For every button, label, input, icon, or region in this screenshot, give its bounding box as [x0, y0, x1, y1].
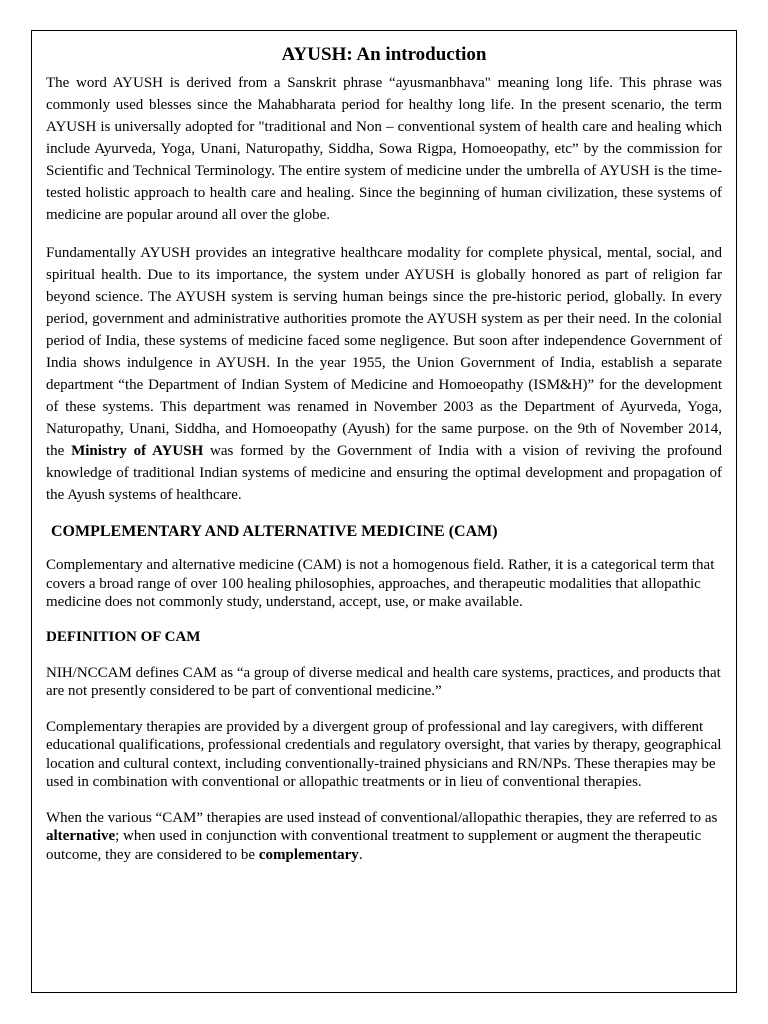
document-content: [46, 42, 722, 864]
para2-text-after: was formed by the Government of India with a vision of reviving the profound knowledge of traditional Indian systems of medicine and ensuring the optimal development and propagation of the Ayush systems of healthcare.: [46, 443, 723, 503]
definition-paragraph-2: Complementary therapies are provided by a divergent group of professional and lay caregivers, with different educational qualifications, professional credentials and regulatory oversight, that varies by therapy, geographical location and cultural context, including conventionally-trained physicians and RN/NPs. These therapies may be used in combination with conventional or allopathic treatments or in lieu of conventional therapies.: [46, 718, 722, 790]
page-title: AYUSH: An introduction: [281, 44, 487, 65]
ministry-bold-text: Ministry of AYUSH: [71, 443, 204, 459]
cam-heading: COMPLEMENTARY AND ALTERNATIVE MEDICINE (CAM): [51, 523, 498, 540]
complementary-bold-text: complementary: [258, 846, 359, 863]
cam-paragraph: Complementary and alternative medicine (CAM) is not a homogenous field. Rather, it is a categorical term that covers a broad range of over 100 healing philosophies, approaches, and therapeutic modalities that allopathic medicine does not commonly study, understand, accept, use, or make available.: [46, 557, 715, 610]
para3-part1: When the various “CAM” therapies are used instead of conventional/allopathic therapies, they are referred to as: [46, 809, 718, 826]
intro-paragraph-2: [46, 242, 722, 506]
definition-heading: DEFINITION OF CAM: [46, 628, 201, 645]
para2-text-before: Fundamentally AYUSH provides an integrative healthcare modality for complete physical, mental, social, and spiritual health. Due to its importance, the system under AYUSH is globally honored as part of religion far beyond science. The AYUSH system is serving human beings since the pre-historic period, globally. In every period, government and administrative authorities promote the AYUSH system as per their need. In the colonial period of India, these systems of medicine faced some negligence. But soon after independence Government of India shows indulgence in AYUSH. In the year 1955, the Union Government of India, establish a separate department “the Department of Indian System of Medicine and Homoeopathy (ISM&H)” for the development of these systems. This department was renamed in November 2003 as the Department of Ayurveda, Yoga, Naturopathy, Unani, Siddha, and Homoeopathy (Ayush) for the same purpose. on the 9th of November 2014, the: [46, 245, 722, 459]
definition-paragraph-3: [46, 809, 722, 865]
para3-part3: .: [358, 846, 363, 863]
alternative-bold-text: alternative: [46, 828, 116, 844]
intro-paragraph-1: The word AYUSH is derived from a Sanskrit phrase “ayusmanbhava" meaning long life. This phrase was commonly used blesses since the Mahabharata period for healthy long life. In the present scenario, the term AYUSH is universally adopted for "traditional and Non – conventional system of health care and healing which include Ayurveda, Yoga, Unani, Naturopathy, Siddha, Sowa Rigpa, Homoeopathy, etc” by the commission for Scientific and Technical Terminology. The entire system of medicine under the umbrella of AYUSH is the time-tested holistic approach to health care and healing. Since the beginning of human civilization, these systems of medicine are popular around all over the globe.: [46, 75, 722, 223]
para3-part2: ; when used in conjunction with conventional treatment to supplement or augment the therapeutic outcome, they are considered to be: [46, 828, 702, 863]
definition-paragraph-1: NIH/NCCAM defines CAM as “a group of diverse medical and health care systems, practices, and products that are not presently considered to be part of conventional medicine.”: [46, 664, 721, 699]
